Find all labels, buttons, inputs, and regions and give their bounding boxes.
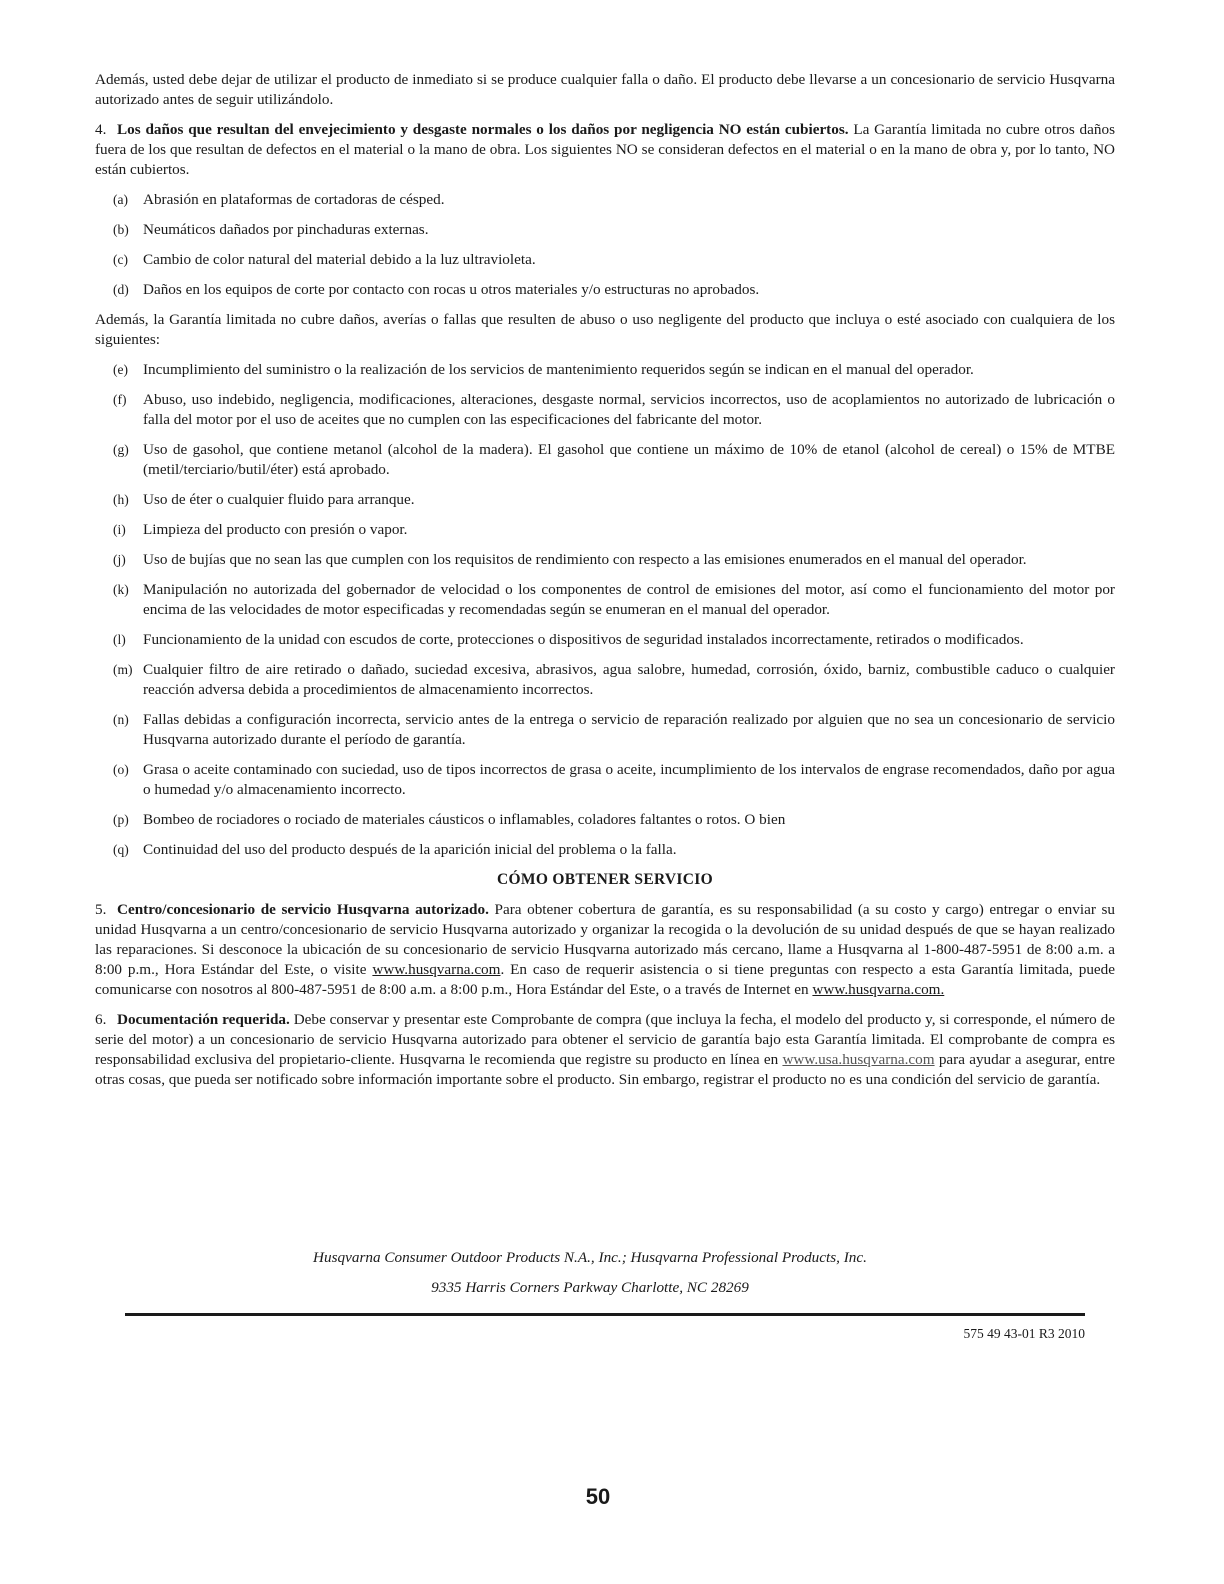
section-heading: CÓMO OBTENER SERVICIO — [497, 871, 713, 888]
list-item-label: (n) — [113, 712, 129, 727]
list-item — [113, 550, 1115, 570]
list-item-text: Cualquier filtro de aire retirado o dañado, suciedad excesiva, abrasivos, agua salobre, humedad, corrosión, óxido, barniz, combustible caduco o cualquier reacción adversa debida a procedimientos de almacenamiento incorrectos. — [143, 661, 1115, 698]
list-item — [113, 190, 1115, 210]
list-item-label: (c) — [113, 252, 128, 267]
list-item-text: Bombeo de rociadores o rociado de materiales cáusticos o inflamables, coladores faltantes o rotos. O bien — [143, 811, 786, 828]
list-item — [113, 810, 1115, 830]
list-item-text: Incumplimiento del suministro o la realización de los servicios de mantenimiento requeridos según se indican en el manual del operador. — [143, 361, 974, 378]
section-5-text-2: . En caso de requerir asistencia o si tiene preguntas con respecto a esta Garantía limitada, puede comunicarse con nosotros al 800-487-5951 de 8:00 a.m. a 8:00 p.m., Hora Estándar del Este, o a través de Internet en — [95, 961, 1116, 998]
list-item — [113, 490, 1115, 510]
list-item — [113, 580, 1115, 620]
husqvarna-link-2[interactable]: www.husqvarna.com. — [812, 981, 945, 998]
list-item-label: (e) — [113, 362, 128, 377]
list-item-text: Grasa o aceite contaminado con suciedad, uso de tipos incorrectos de grasa o aceite, incumplimiento de los intervalos de engrase recomendados, daño por agua o humedad y/o almacenamiento incorrecto. — [143, 761, 1115, 798]
section-4-number: 4. — [95, 121, 107, 138]
page-number: 50 — [585, 1484, 611, 1509]
footer-company: Husqvarna Consumer Outdoor Products N.A., Inc.; Husqvarna Professional Products, Inc. — [313, 1249, 867, 1266]
list-item-text: Funcionamiento de la unidad con escudos de corte, protecciones o dispositivos de seguridad instalados incorrectamente, retirados o modificados. — [143, 631, 1024, 648]
section-5-number: 5. — [95, 901, 107, 918]
section-4-text: La Garantía limitada no cubre otros daños fuera de los que resultan de defectos en el material o la mano de obra. Los siguientes NO se consideran defectos en el material o en la mano de obra y, por lo tanto, NO están cubiertos. — [95, 121, 1115, 178]
list-item-text: Manipulación no autorizada del gobernador de velocidad o los componentes de control de emisiones del motor, así como el funcionamiento del motor por encima de las velocidades de motor especificadas y recomendadas según se enumeran en el manual del operador. — [143, 581, 1115, 618]
list-item-label: (l) — [113, 632, 126, 647]
list-item-text: Uso de gasohol, que contiene metanol (alcohol de la madera). El gasohol que contiene un máximo de 10% de etanol (alcohol de cereal) o 15% de MTBE (metil/terciario/butil/éter) está aprobado. — [143, 441, 1115, 478]
footer-address: 9335 Harris Corners Parkway Charlotte, NC 28269 — [431, 1279, 749, 1296]
list-item — [113, 840, 1115, 860]
list-item — [113, 220, 1115, 240]
list-item — [113, 440, 1115, 480]
list-item-label: (b) — [113, 222, 129, 237]
list-item — [113, 250, 1115, 270]
list-item-label: (j) — [113, 552, 126, 567]
list-item-label: (g) — [113, 442, 129, 457]
section-6-number: 6. — [95, 1011, 107, 1028]
list-item-text: Uso de bujías que no sean las que cumplen con los requisitos de rendimiento con respecto a las emisiones enumerados en el manual del operador. — [143, 551, 1027, 568]
list-item — [113, 360, 1115, 380]
section-4-title: Los daños que resultan del envejecimiento y desgaste normales o los daños por negligencia NO están cubiertos. — [117, 121, 849, 138]
list-item-label: (f) — [113, 392, 127, 407]
list-item — [113, 660, 1115, 700]
list-item — [113, 520, 1115, 540]
section-6-text-1: Debe conservar y presentar este Comprobante de compra (que incluya la fecha, el modelo del producto y, si corresponde, el número de serie del motor) a un concesionario de servicio Husqvarna autorizado para obtener el servicio de garantía bajo esta Garantía limitada. El comprobante de compra es responsabilidad exclusiva del propietario-cliente. Husqvarna le recomienda que registre su producto en línea en — [95, 1011, 1115, 1068]
list-item — [113, 280, 1115, 300]
list-item-text: Abrasión en plataformas de cortadoras de césped. — [143, 191, 445, 208]
footer-divider — [125, 1313, 1085, 1316]
list-item — [113, 390, 1115, 430]
section-5-text-1: Para obtener cobertura de garantía, es su responsabilidad (a su costo y cargo) entregar o enviar su unidad Husqvarna a un centro/concesionario de servicio Husqvarna autorizado y organizar la recogida o la devolución de su unidad después de que se hayan realizado las reparaciones. Si desconoce la ubicación de su concesionario de servicio Husqvarna autorizado más cercano, llame a Husqvarna al 1-800-487-5951 de 8:00 a.m. a 8:00 p.m., Hora Estándar del Este, o visite — [95, 901, 1116, 978]
document-body — [95, 70, 1115, 1100]
list-item-text: Fallas debidas a configuración incorrecta, servicio antes de la entrega o servicio de reparación realizado por alguien que no sea un concesionario de servicio Husqvarna autorizado durante el período de garantía. — [143, 711, 1115, 748]
list-item-label: (a) — [113, 192, 128, 207]
list-item-label: (q) — [113, 842, 129, 857]
section-6-text-2: para ayudar a asegurar, entre otras cosas, que pueda ser notificado sobre información importante sobre el producto. Sin embargo, registrar el producto no es una condición del servicio de garantía. — [95, 1051, 1115, 1088]
list-item-label: (h) — [113, 492, 129, 507]
section-5-title: Centro/concesionario de servicio Husqvarna autorizado. — [117, 901, 489, 918]
exclusions-list-a — [95, 190, 1115, 300]
usa-husqvarna-link[interactable]: www.usa.husqvarna.com — [782, 1051, 935, 1068]
list-item-label: (m) — [113, 662, 133, 677]
list-item-label: (k) — [113, 582, 129, 597]
intro-paragraph: Además, usted debe dejar de utilizar el producto de inmediato si se produce cualquier falla o daño. El producto debe llevarse a un concesionario de servicio Husqvarna autorizado antes de seguir utilizándolo. — [95, 71, 1115, 108]
list-item-text: Uso de éter o cualquier fluido para arranque. — [143, 491, 415, 508]
list-item-label: (i) — [113, 522, 126, 537]
list-item-text: Abuso, uso indebido, negligencia, modificaciones, alteraciones, desgaste normal, servicios incorrectos, uso de acoplamientos no autorizado de lubricación o falla del motor por el uso de aceites que no cumplen con las especificaciones del fabricante del motor. — [143, 391, 1115, 428]
list-item-label: (d) — [113, 282, 129, 297]
section-4-paragraph — [95, 120, 1115, 180]
list-item-text: Daños en los equipos de corte por contacto con rocas u otros materiales y/o estructuras no aprobados. — [143, 281, 760, 298]
list-item-text: Continuidad del uso del producto después de la aparición inicial del problema o la falla. — [143, 841, 677, 858]
list-item-label: (p) — [113, 812, 129, 827]
also-paragraph: Además, la Garantía limitada no cubre daños, averías o fallas que resulten de abuso o uso negligente del producto que incluya o esté asociado con cualquiera de los siguientes: — [95, 311, 1115, 348]
list-item-text: Limpieza del producto con presión o vapor. — [143, 521, 408, 538]
list-item-text: Cambio de color natural del material debido a la luz ultravioleta. — [143, 251, 536, 268]
section-5-paragraph — [95, 900, 1115, 1000]
list-item-text: Neumáticos dañados por pinchaduras externas. — [143, 221, 429, 238]
list-item — [113, 630, 1115, 650]
list-item-label: (o) — [113, 762, 129, 777]
document-code: 575 49 43-01 R3 2010 — [963, 1326, 1085, 1341]
section-6-title: Documentación requerida. — [117, 1011, 290, 1028]
section-6-paragraph — [95, 1010, 1115, 1090]
list-item — [113, 710, 1115, 750]
exclusions-list-e — [95, 360, 1115, 860]
husqvarna-link-1[interactable]: www.husqvarna.com — [372, 961, 501, 978]
list-item — [113, 760, 1115, 800]
